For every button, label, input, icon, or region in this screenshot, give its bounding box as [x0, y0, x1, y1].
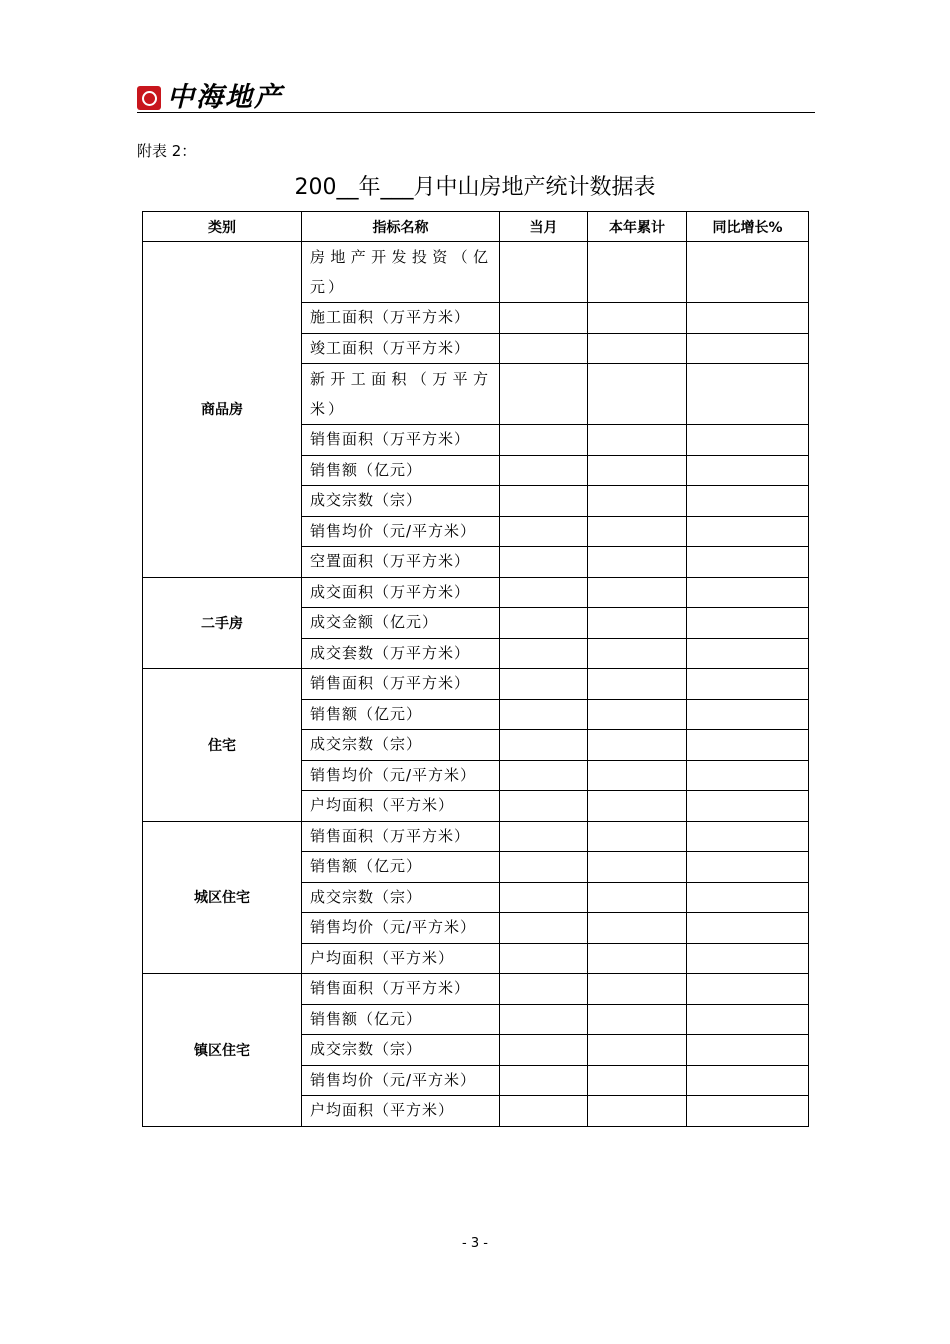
yoy-growth-cell — [687, 486, 809, 517]
yoy-growth-cell — [687, 852, 809, 883]
year-to-date-cell — [588, 1065, 687, 1096]
indicator-name-cell: 销售额（亿元） — [302, 455, 500, 486]
category-cell: 商品房 — [143, 242, 302, 578]
category-cell: 二手房 — [143, 577, 302, 669]
table-caption: 附表 2： — [137, 142, 197, 160]
header-divider — [137, 112, 815, 113]
year-to-date-cell — [588, 242, 687, 303]
current-month-cell — [500, 1096, 588, 1127]
year-to-date-cell — [588, 1035, 687, 1066]
yoy-growth-cell — [687, 974, 809, 1005]
yoy-growth-cell — [687, 638, 809, 669]
year-to-date-cell — [588, 486, 687, 517]
year-to-date-cell — [588, 516, 687, 547]
table-row — [143, 577, 809, 608]
current-month-cell — [500, 425, 588, 456]
category-cell: 住宅 — [143, 669, 302, 822]
indicator-name-cell: 成交宗数（宗） — [302, 882, 500, 913]
current-month-cell — [500, 882, 588, 913]
indicator-name-cell: 销售面积（万平方米） — [302, 821, 500, 852]
year-to-date-cell — [588, 669, 687, 700]
document-title: 200__年___月中山房地产统计数据表 — [294, 175, 656, 200]
indicator-name-cell: 房地产开发投资（亿元） — [302, 242, 500, 303]
year-to-date-cell — [588, 821, 687, 852]
year-to-date-cell — [588, 333, 687, 364]
indicator-name-cell: 销售额（亿元） — [302, 1004, 500, 1035]
indicator-name-cell: 销售面积（万平方米） — [302, 425, 500, 456]
year-to-date-cell — [588, 943, 687, 974]
yoy-growth-cell — [687, 364, 809, 425]
statistics-table — [142, 211, 809, 1127]
yoy-growth-cell — [687, 303, 809, 334]
current-month-cell — [500, 1035, 588, 1066]
current-month-cell — [500, 577, 588, 608]
yoy-growth-cell — [687, 791, 809, 822]
indicator-name-cell: 成交宗数（宗） — [302, 1035, 500, 1066]
page-number: - 3 - — [462, 1236, 488, 1251]
indicator-name-cell: 销售面积（万平方米） — [302, 669, 500, 700]
current-month-cell — [500, 943, 588, 974]
yoy-growth-cell — [687, 760, 809, 791]
indicator-name-cell: 销售额（亿元） — [302, 852, 500, 883]
current-month-cell — [500, 821, 588, 852]
yoy-growth-cell — [687, 1004, 809, 1035]
yoy-growth-cell — [687, 1065, 809, 1096]
current-month-cell — [500, 974, 588, 1005]
yoy-growth-cell — [687, 943, 809, 974]
yoy-growth-cell — [687, 913, 809, 944]
current-month-cell — [500, 1065, 588, 1096]
table-row — [143, 821, 809, 852]
category-cell: 镇区住宅 — [143, 974, 302, 1127]
current-month-cell — [500, 760, 588, 791]
year-to-date-cell — [588, 577, 687, 608]
year-to-date-cell — [588, 699, 687, 730]
column-header-year-to-date: 本年累计 — [588, 212, 687, 242]
table-header-row — [143, 212, 809, 242]
yoy-growth-cell — [687, 699, 809, 730]
yoy-growth-cell — [687, 1035, 809, 1066]
yoy-growth-cell — [687, 577, 809, 608]
indicator-name-cell: 销售面积（万平方米） — [302, 974, 500, 1005]
yoy-growth-cell — [687, 1096, 809, 1127]
indicator-name-cell: 施工面积（万平方米） — [302, 303, 500, 334]
current-month-cell — [500, 242, 588, 303]
yoy-growth-cell — [687, 608, 809, 639]
year-to-date-cell — [588, 303, 687, 334]
year-to-date-cell — [588, 882, 687, 913]
current-month-cell — [500, 364, 588, 425]
current-month-cell — [500, 791, 588, 822]
current-month-cell — [500, 333, 588, 364]
current-month-cell — [500, 852, 588, 883]
current-month-cell — [500, 547, 588, 578]
yoy-growth-cell — [687, 242, 809, 303]
indicator-name-cell: 销售均价（元/平方米） — [302, 1065, 500, 1096]
yoy-growth-cell — [687, 516, 809, 547]
current-month-cell — [500, 608, 588, 639]
yoy-growth-cell — [687, 730, 809, 761]
indicator-name-cell: 销售均价（元/平方米） — [302, 913, 500, 944]
category-cell: 城区住宅 — [143, 821, 302, 974]
indicator-name-cell: 成交宗数（宗） — [302, 486, 500, 517]
indicator-name-cell: 竣工面积（万平方米） — [302, 333, 500, 364]
brand-name: 中海地产 — [167, 82, 283, 113]
year-to-date-cell — [588, 547, 687, 578]
indicator-name-cell: 成交金额（亿元） — [302, 608, 500, 639]
current-month-cell — [500, 1004, 588, 1035]
yoy-growth-cell — [687, 455, 809, 486]
indicator-name-cell: 成交面积（万平方米） — [302, 577, 500, 608]
year-to-date-cell — [588, 425, 687, 456]
year-to-date-cell — [588, 608, 687, 639]
indicator-name-cell: 销售均价（元/平方米） — [302, 760, 500, 791]
year-to-date-cell — [588, 760, 687, 791]
current-month-cell — [500, 913, 588, 944]
yoy-growth-cell — [687, 333, 809, 364]
year-to-date-cell — [588, 638, 687, 669]
table-row — [143, 242, 809, 303]
indicator-name-cell: 户均面积（平方米） — [302, 791, 500, 822]
year-to-date-cell — [588, 913, 687, 944]
year-to-date-cell — [588, 455, 687, 486]
indicator-name-cell: 销售额（亿元） — [302, 699, 500, 730]
year-to-date-cell — [588, 791, 687, 822]
header-logo — [137, 82, 283, 114]
year-to-date-cell — [588, 852, 687, 883]
table-row — [143, 974, 809, 1005]
year-to-date-cell — [588, 1096, 687, 1127]
table-row — [143, 669, 809, 700]
current-month-cell — [500, 638, 588, 669]
yoy-growth-cell — [687, 547, 809, 578]
yoy-growth-cell — [687, 425, 809, 456]
current-month-cell — [500, 699, 588, 730]
column-header-current-month: 当月 — [500, 212, 588, 242]
current-month-cell — [500, 730, 588, 761]
indicator-name-cell: 成交套数（万平方米） — [302, 638, 500, 669]
year-to-date-cell — [588, 1004, 687, 1035]
indicator-name-cell: 空置面积（万平方米） — [302, 547, 500, 578]
year-to-date-cell — [588, 974, 687, 1005]
indicator-name-cell: 户均面积（平方米） — [302, 943, 500, 974]
column-header-indicator: 指标名称 — [302, 212, 500, 242]
yoy-growth-cell — [687, 821, 809, 852]
current-month-cell — [500, 486, 588, 517]
company-logo-icon — [137, 86, 161, 110]
yoy-growth-cell — [687, 669, 809, 700]
year-to-date-cell — [588, 364, 687, 425]
current-month-cell — [500, 669, 588, 700]
year-to-date-cell — [588, 730, 687, 761]
table-body — [143, 242, 809, 1127]
column-header-category: 类别 — [143, 212, 302, 242]
yoy-growth-cell — [687, 882, 809, 913]
column-header-yoy-growth: 同比增长% — [687, 212, 809, 242]
current-month-cell — [500, 455, 588, 486]
current-month-cell — [500, 516, 588, 547]
indicator-name-cell: 成交宗数（宗） — [302, 730, 500, 761]
indicator-name-cell: 新开工面积（万平方米） — [302, 364, 500, 425]
current-month-cell — [500, 303, 588, 334]
indicator-name-cell: 销售均价（元/平方米） — [302, 516, 500, 547]
indicator-name-cell: 户均面积（平方米） — [302, 1096, 500, 1127]
